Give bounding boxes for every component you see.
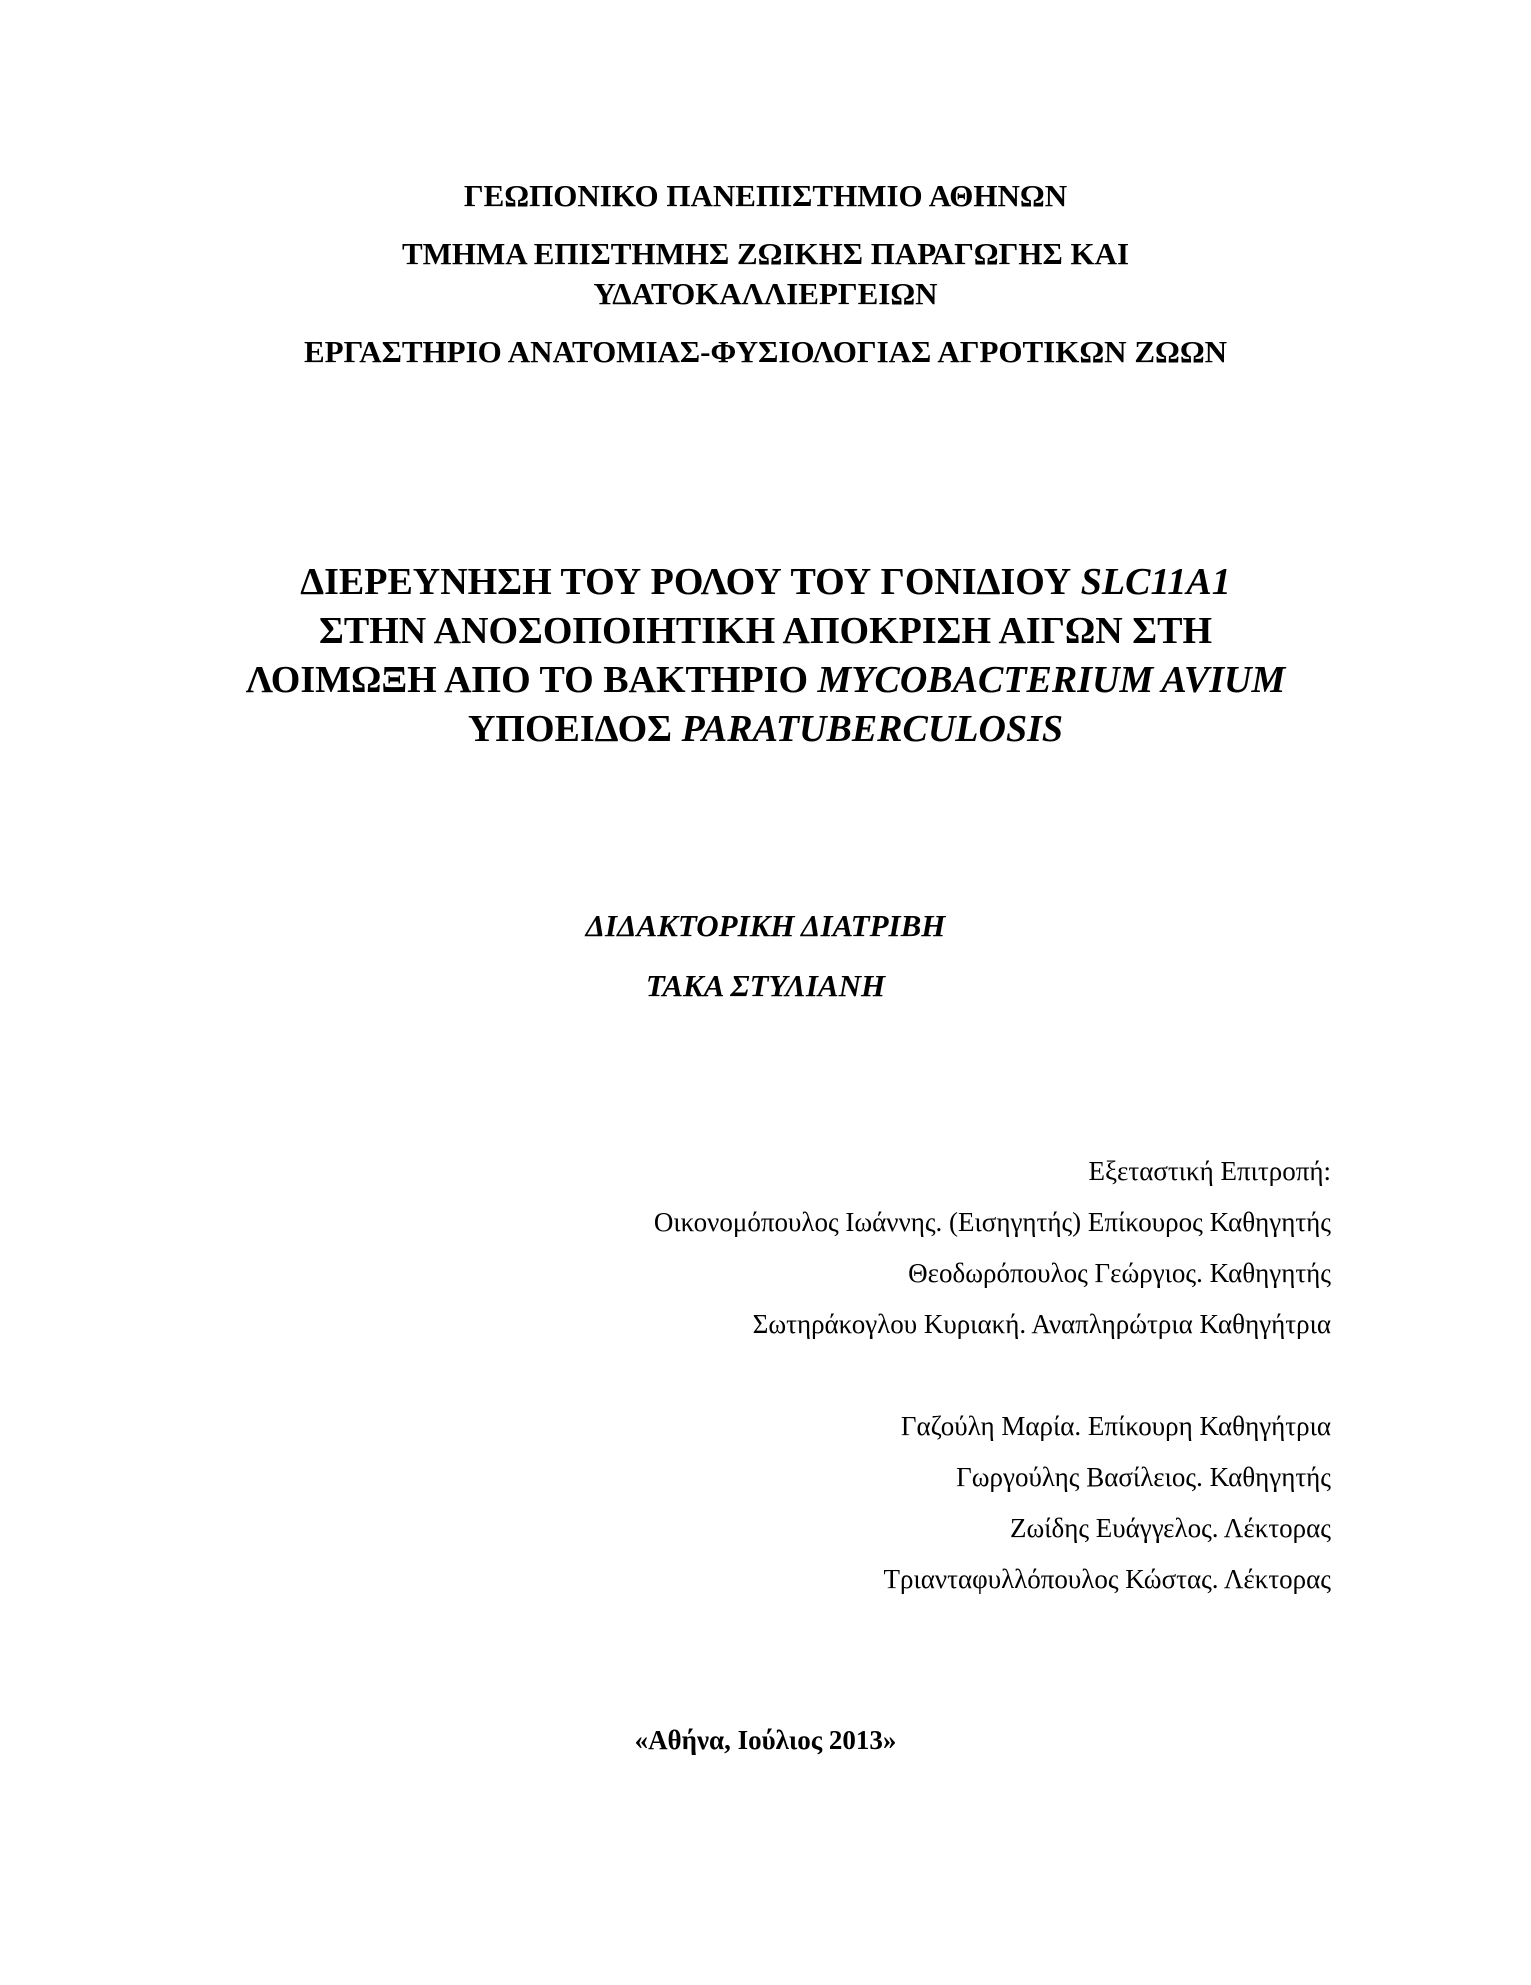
thesis-title bbox=[0, 558, 1531, 754]
title-line-4-text: ΥΠΟΕΙΔΟΣ bbox=[467, 708, 682, 750]
title-line-1 bbox=[0, 558, 1531, 607]
thesis-info bbox=[0, 906, 1531, 1006]
title-line-3-text: ΛΟΙΜΩΞΗ ΑΠΟ ΤΟ ΒΑΚΤΗΡΙΟ bbox=[245, 659, 818, 701]
subspecies-name: PARATUBERCULOSIS bbox=[681, 708, 1064, 750]
committee-member: Τριανταφυλλόπουλος Κώστας. Λέκτορας bbox=[883, 1564, 1331, 1594]
committee-member: Οικονομόπουλος Ιωάννης. (Εισηγητής) Επίκουρος Καθηγητής bbox=[653, 1207, 1331, 1237]
title-line-4 bbox=[0, 705, 1531, 754]
laboratory-name: ΕΡΓΑΣΤΗΡΙΟ ΑΝΑΤΟΜΙΑΣ-ΦΥΣΙΟΛΟΓΙΑΣ ΑΓΡΟΤΙΚΩΝ ΖΩΩΝ bbox=[303, 334, 1228, 369]
thesis-author: ΤΑΚΑ ΣΤΥΛΙΑΝΗ bbox=[645, 968, 886, 1003]
committee-member: Σωτηράκογλου Κυριακή. Αναπληρώτρια Καθηγήτρια bbox=[752, 1309, 1331, 1339]
department-name-line2: ΥΔΑΤΟΚΑΛΛΙΕΡΓΕΙΩΝ bbox=[593, 276, 938, 311]
institution-header bbox=[0, 176, 1531, 372]
place-and-date: «Αθήνα, Ιούλιος 2013» bbox=[634, 1725, 897, 1755]
committee-member: Ζωίδης Ευάγγελος. Λέκτορας bbox=[1009, 1513, 1331, 1543]
committee-member: Γαζούλη Μαρία. Επίκουρη Καθηγήτρια bbox=[900, 1411, 1331, 1441]
committee-member: Θεοδωρόπουλος Γεώργιος. Καθηγητής bbox=[908, 1258, 1331, 1288]
title-line-1-text: ΔΙΕΡΕΥΝΗΣΗ ΤΟΥ ΡΟΛΟΥ ΤΟΥ ΓΟΝΙΔΙΟΥ bbox=[300, 561, 1081, 603]
committee-spacer bbox=[654, 1350, 1331, 1401]
university-name: ΓΕΩΠΟΝΙΚΟ ΠΑΝΕΠΙΣΤΗΜΙΟ ΑΘΗΝΩΝ bbox=[463, 178, 1068, 213]
examination-committee bbox=[654, 1146, 1331, 1605]
title-line-3 bbox=[0, 656, 1531, 705]
department-name-line1: ΤΜΗΜΑ ΕΠΙΣΤΗΜΗΣ ΖΩΙΚΗΣ ΠΑΡΑΓΩΓΗΣ ΚΑΙ bbox=[401, 236, 1130, 271]
committee-heading: Εξεταστική Επιτροπή: bbox=[1088, 1156, 1331, 1186]
title-line-2: ΣΤΗΝ ΑΝΟΣΟΠΟΙΗΤΙΚΗ ΑΠΟΚΡΙΣΗ ΑΙΓΩΝ ΣΤΗ bbox=[319, 610, 1212, 652]
committee-member: Γωργούλης Βασίλειος. Καθηγητής bbox=[956, 1462, 1331, 1492]
gene-name: SLC11A1 bbox=[1080, 561, 1231, 603]
thesis-type: ΔΙΔΑΚΤΟΡΙΚΗ ΔΙΑΤΡΙΒΗ bbox=[585, 908, 946, 943]
species-name: MYCOBACTERIUM AVIUM bbox=[817, 659, 1286, 701]
